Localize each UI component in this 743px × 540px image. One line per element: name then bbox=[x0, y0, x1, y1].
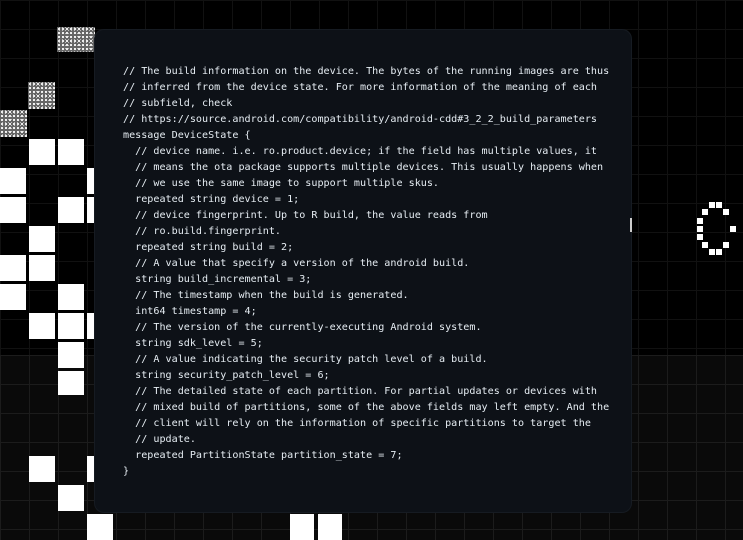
pixel-tile bbox=[29, 255, 55, 281]
code-line: // subfield, check bbox=[123, 98, 233, 109]
code-line: } bbox=[123, 466, 130, 477]
text-cursor bbox=[630, 218, 632, 232]
pixel-tile bbox=[29, 226, 55, 252]
code-line: repeated PartitionState partition_state = 7; bbox=[123, 450, 403, 461]
pixel-tile bbox=[87, 456, 95, 482]
pixel-tile bbox=[87, 313, 95, 339]
code-line: int64 timestamp = 4; bbox=[123, 306, 257, 317]
code-line: // The timestamp when the build is generated. bbox=[123, 290, 409, 301]
noise-tile bbox=[57, 27, 95, 52]
pixel-tile bbox=[0, 255, 26, 281]
pixel-tile bbox=[58, 197, 84, 223]
code-line: // update. bbox=[123, 434, 196, 445]
code-block bbox=[123, 64, 609, 480]
code-line: // The version of the currently-executing Android system. bbox=[123, 322, 482, 333]
pixel-tile bbox=[58, 139, 84, 165]
code-line: message DeviceState { bbox=[123, 130, 251, 141]
pixel-tile bbox=[87, 168, 95, 194]
pixel-tile bbox=[29, 313, 55, 339]
code-line: // https://source.android.com/compatibility/android-cdd#3_2_2_build_parameters bbox=[123, 114, 598, 125]
pixel-tile bbox=[29, 456, 55, 482]
code-line: repeated string device = 1; bbox=[123, 194, 300, 205]
pixel-tile bbox=[0, 284, 26, 310]
pixel-tile bbox=[29, 139, 55, 165]
code-line: // means the ota package supports multiple devices. This usually happens when bbox=[123, 162, 604, 173]
pixel-tile bbox=[58, 342, 84, 368]
code-line: // we use the same image to support multiple skus. bbox=[123, 178, 440, 189]
code-panel bbox=[95, 30, 631, 512]
code-line: string sdk_level = 5; bbox=[123, 338, 263, 349]
pixel-tile bbox=[0, 197, 26, 223]
code-line: // inferred from the device state. For more information of the meaning of each bbox=[123, 82, 598, 93]
pixel-tile bbox=[290, 514, 314, 540]
pixel-tile bbox=[87, 197, 95, 223]
code-line: // A value indicating the security patch level of a build. bbox=[123, 354, 488, 365]
code-line: // device name. i.e. ro.product.device; if the field has multiple values, it bbox=[123, 146, 598, 157]
pixel-tile bbox=[58, 485, 84, 511]
noise-tile bbox=[28, 82, 55, 109]
pixel-tile bbox=[58, 313, 84, 339]
code-line: // ro.build.fingerprint. bbox=[123, 226, 282, 237]
code-line: // A value that specify a version of the android build. bbox=[123, 258, 470, 269]
code-line: // client will rely on the information of specific partitions to target the bbox=[123, 418, 591, 429]
pixel-tile bbox=[318, 514, 342, 540]
code-line: // device fingerprint. Up to R build, the value reads from bbox=[123, 210, 488, 221]
noise-tile bbox=[0, 110, 27, 137]
code-line: string build_incremental = 3; bbox=[123, 274, 312, 285]
code-line: // The build information on the device. The bytes of the running images are thus bbox=[123, 66, 610, 77]
pixel-tile bbox=[0, 168, 26, 194]
pixel-tile bbox=[58, 284, 84, 310]
pixel-tile bbox=[87, 514, 113, 540]
code-line: // The detailed state of each partition. For partial updates or devices with bbox=[123, 386, 598, 397]
code-line: string security_patch_level = 6; bbox=[123, 370, 330, 381]
pixel-spinner-icon bbox=[695, 200, 743, 258]
pixel-tile bbox=[58, 371, 84, 395]
code-line: repeated string build = 2; bbox=[123, 242, 294, 253]
code-line: // mixed build of partitions, some of the above fields may left empty. And the bbox=[123, 402, 610, 413]
